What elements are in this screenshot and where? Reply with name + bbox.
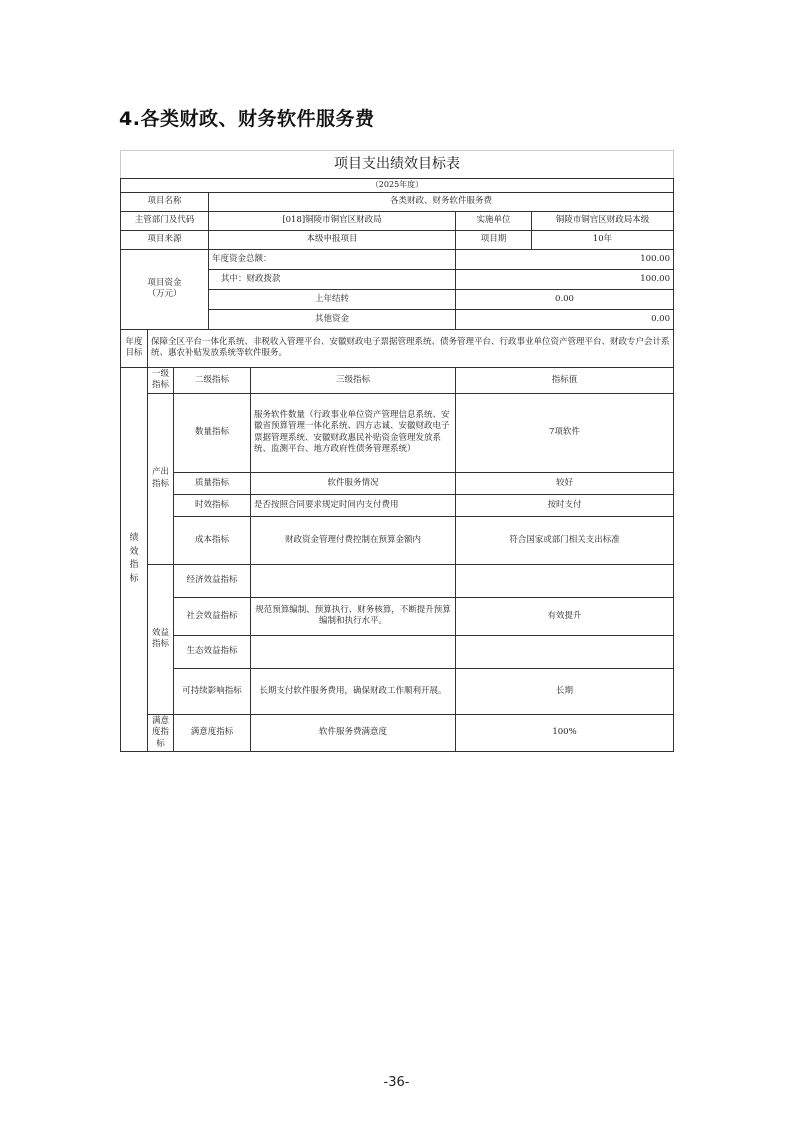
funds-fiscal-value: 100.00	[456, 269, 674, 289]
row-level2: 经济效益指标	[174, 564, 251, 597]
row-value: 长期	[456, 668, 674, 714]
row-value: 较好	[456, 472, 674, 494]
group-satisfaction: 满意度指标	[148, 714, 174, 751]
funds-label	[121, 249, 209, 329]
row-level2: 满意度指标	[174, 714, 251, 751]
row-level2: 社会效益指标	[174, 597, 251, 635]
performance-indicators-label	[121, 367, 148, 751]
perf-char: 指	[129, 560, 139, 571]
row-value	[456, 635, 674, 668]
funds-label-line2: （万元）	[147, 289, 182, 300]
dept-value: [018]铜陵市铜官区财政局	[209, 211, 456, 230]
annual-goal-label-line1: 年度	[125, 336, 143, 347]
row-value: 按时支付	[456, 494, 674, 516]
header-level1: 一级指标	[148, 367, 174, 393]
source-label: 项目来源	[121, 230, 209, 249]
dept-label: 主管部门及代码	[121, 211, 209, 230]
table-year: （2025年度）	[121, 179, 674, 193]
row-level2: 生态效益指标	[174, 635, 251, 668]
row-level2: 可持续影响指标	[174, 668, 251, 714]
annual-goal-label-line2: 目标	[125, 348, 143, 359]
source-value: 本级申报项目	[209, 230, 456, 249]
row-level2: 时效指标	[174, 494, 251, 516]
row-level3: 财政资金管理付费控制在预算金额内	[251, 516, 456, 564]
funds-total-label: 年度资金总额：	[209, 249, 456, 269]
row-level3	[251, 635, 456, 668]
period-value: 10年	[532, 230, 674, 249]
header-value: 指标值	[456, 367, 674, 393]
row-value: 7项软件	[456, 393, 674, 472]
row-level3: 软件服务费满意度	[251, 714, 456, 751]
row-level2: 成本指标	[174, 516, 251, 564]
row-level3: 长期支付软件服务费用，确保财政工作顺利开展。	[251, 668, 456, 714]
perf-char: 标	[129, 573, 139, 584]
row-level3: 服务软件数量（行政事业单位资产管理信息系统、安徽省预算管理一体化系统、四方志诚、安徽财政电子票据管理系统、安徽财政惠民补贴资金管理发放系统、监测平台、地方政府性债务管理系统）	[251, 393, 456, 472]
page-number: -36-	[383, 1075, 410, 1090]
perf-char: 效	[129, 546, 139, 557]
row-level3	[251, 564, 456, 597]
project-name-value: 各类财政、财务软件服务费	[209, 192, 674, 211]
funds-other-value: 0.00	[456, 309, 674, 329]
row-level2: 质量指标	[174, 472, 251, 494]
row-level3: 规范预算编制、预算执行、财务核算，不断提升预算编制和执行水平。	[251, 597, 456, 635]
perf-char: 绩	[129, 533, 139, 544]
impl-value: 铜陵市铜官区财政局本级	[532, 211, 674, 230]
funds-fiscal-label: 其中：财政拨款	[209, 269, 456, 289]
funds-other-label: 其他资金	[209, 309, 456, 329]
annual-goal-text: 保障全区平台一体化系统、非税收入管理平台、安徽财政电子票据管理系统、债务管理平台、行政事业单位资产管理平台、财政专户会计系统、惠农补贴发放系统等软件服务。	[148, 329, 674, 367]
funds-label-line1: 项目资金	[147, 277, 182, 288]
row-level3: 是否按照合同要求规定时间内支付费用	[251, 494, 456, 516]
row-value: 100%	[456, 714, 674, 751]
performance-goal-table	[120, 150, 674, 752]
section-heading: 4.各类财政、财务软件服务费	[119, 108, 375, 130]
period-label: 项目期	[456, 230, 532, 249]
row-value	[456, 564, 674, 597]
header-level2: 二级指标	[174, 367, 251, 393]
row-value: 符合国家或部门相关支出标准	[456, 516, 674, 564]
row-level2: 数量指标	[174, 393, 251, 472]
project-name-label: 项目名称	[121, 192, 209, 211]
funds-carryover-value: 0.00	[456, 289, 674, 309]
row-level3: 软件服务情况	[251, 472, 456, 494]
annual-goal-label	[121, 329, 148, 367]
funds-carryover-label: 上年结转	[209, 289, 456, 309]
group-benefit: 效益指标	[148, 564, 174, 714]
row-value: 有效提升	[456, 597, 674, 635]
header-level3: 三级指标	[251, 367, 456, 393]
funds-total-value: 100.00	[456, 249, 674, 269]
table-title: 项目支出绩效目标表	[121, 151, 674, 179]
group-output: 产出指标	[148, 393, 174, 564]
impl-label: 实施单位	[456, 211, 532, 230]
